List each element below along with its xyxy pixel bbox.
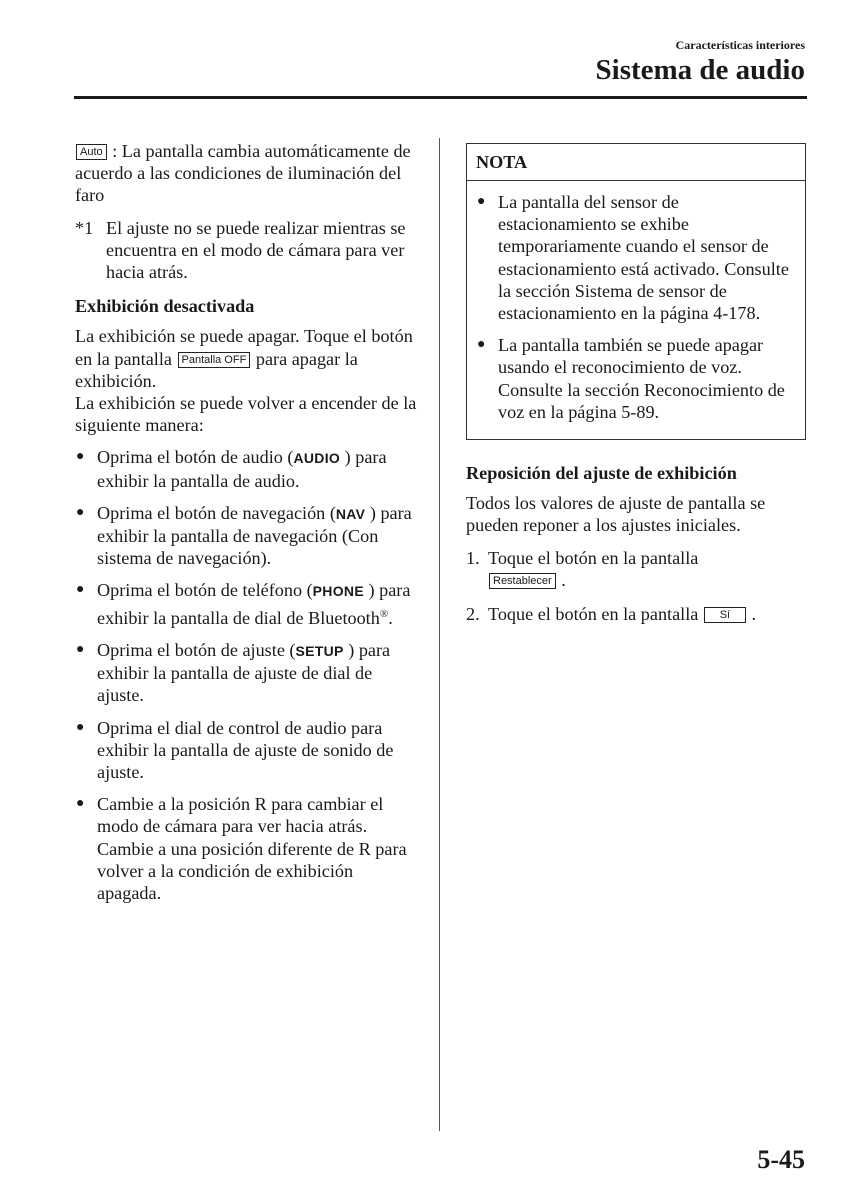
- auto-paragraph: [75, 140, 420, 207]
- step-number: 1.: [466, 547, 480, 568]
- item-text: Oprima el botón de ajuste (: [97, 639, 296, 660]
- auto-key: Auto: [76, 144, 107, 160]
- nota-box: [466, 143, 806, 440]
- nota-body: [467, 181, 805, 439]
- audio-button-label: AUDIO: [293, 450, 341, 467]
- left-column: [75, 140, 420, 914]
- list-item: [476, 191, 796, 324]
- page-number: 5-45: [757, 1145, 805, 1174]
- list-item: [75, 639, 420, 707]
- item-text: Oprima el botón de navegación (: [97, 502, 336, 523]
- page-title: Sistema de audio: [595, 54, 805, 86]
- step-end: .: [751, 604, 756, 625]
- registered-mark: ®: [379, 607, 389, 620]
- step-text-wrap: [488, 547, 698, 591]
- display-off-paragraph-2: La exhibición se puede volver a encender de la siguiente manera:: [75, 393, 417, 436]
- reset-heading: Reposición del ajuste de exhibición: [466, 463, 737, 484]
- display-off-text-a: La exhibición se puede apagar. Toque el botón en la pantalla: [75, 326, 413, 369]
- item-text: ) para exhibir la pantalla de dial de Bluetooth: [97, 580, 411, 628]
- step-number: 2.: [466, 604, 480, 625]
- bullet-icon: ●: [76, 582, 85, 598]
- list-item: [466, 547, 806, 591]
- step-text: Toque el botón en la pantalla: [488, 604, 699, 625]
- item-text: La pantalla del sensor de estacionamiento se exhibe temporariamente cuando el sensor de estacionamiento está activado. Consulte la sección Sistema de sensor de estacionamiento en la página 4-178.: [498, 192, 789, 324]
- footnote: [75, 217, 420, 284]
- item-text: ) para exhibir la pantalla de ajuste de dial de ajuste.: [97, 639, 391, 706]
- list-item: [75, 446, 420, 491]
- item-text: Cambie a la posición R para cambiar el modo de cámara para ver hacia atrás. Cambie a una posición diferente de R para volver a la condición de exhibición apagada.: [97, 794, 407, 903]
- nota-label: NOTA: [467, 144, 805, 181]
- display-off-paragraph-1: [75, 325, 420, 392]
- bullet-icon: ●: [76, 641, 85, 657]
- item-text: ) para exhibir la pantalla de audio.: [97, 447, 387, 491]
- item-text: Oprima el dial de control de audio para exhibir la pantalla de ajuste de sonido de ajuste.: [97, 717, 394, 782]
- right-column: [466, 143, 806, 637]
- item-text: La pantalla también se puede apagar usando el reconocimiento de voz. Consulte la sección Reconocimiento de voz en la página 5-89.: [498, 335, 785, 422]
- reactivate-list: [75, 446, 420, 904]
- footnote-mark: *1: [75, 217, 94, 238]
- list-item: [75, 502, 420, 570]
- nav-button-label: NAV: [335, 505, 366, 522]
- reset-steps: [466, 547, 806, 626]
- item-text: .: [388, 607, 393, 628]
- restablecer-key: Restablecer: [489, 573, 556, 589]
- step-end: .: [561, 569, 566, 590]
- list-item: [75, 793, 420, 904]
- column-divider: [439, 138, 440, 1131]
- bullet-icon: ●: [76, 504, 85, 520]
- step-text: Toque el botón en la pantalla: [488, 547, 699, 568]
- bullet-icon: ●: [76, 719, 85, 735]
- pantalla-off-key: Pantalla OFF: [178, 352, 251, 368]
- auto-text: : La pantalla cambia automáticamente de acuerdo a las condiciones de iluminación del faro: [75, 141, 411, 206]
- list-item: [466, 603, 806, 625]
- display-off-heading: Exhibición desactivada: [75, 296, 255, 317]
- list-item: [75, 579, 420, 628]
- list-item: [476, 334, 796, 423]
- header-section-label: Características interiores: [675, 38, 805, 52]
- list-item: [75, 717, 420, 784]
- item-text: Oprima el botón de audio (: [97, 447, 294, 468]
- display-off-text-b: para apagar la exhibición.: [75, 348, 358, 391]
- bullet-icon: ●: [477, 194, 486, 209]
- si-key: Sí: [704, 607, 746, 623]
- item-text: Oprima el botón de teléfono (: [97, 580, 313, 601]
- item-text: ) para exhibir la pantalla de navegación (Con sistema de navegación).: [97, 502, 412, 569]
- nota-list: [476, 191, 796, 423]
- bullet-icon: ●: [477, 337, 486, 353]
- footnote-text: El ajuste no se puede realizar mientras se encuentra en el modo de cámara para ver hacia atrás.: [106, 217, 406, 283]
- bullet-icon: ●: [76, 796, 85, 812]
- step-text-wrap: [488, 603, 756, 625]
- setup-button-label: SETUP: [295, 642, 344, 659]
- reset-paragraph: Todos los valores de ajuste de pantalla se pueden reponer a los ajustes iniciales.: [466, 493, 766, 536]
- phone-button-label: PHONE: [312, 583, 364, 600]
- bullet-icon: ●: [76, 449, 85, 465]
- header-rule: [74, 96, 807, 99]
